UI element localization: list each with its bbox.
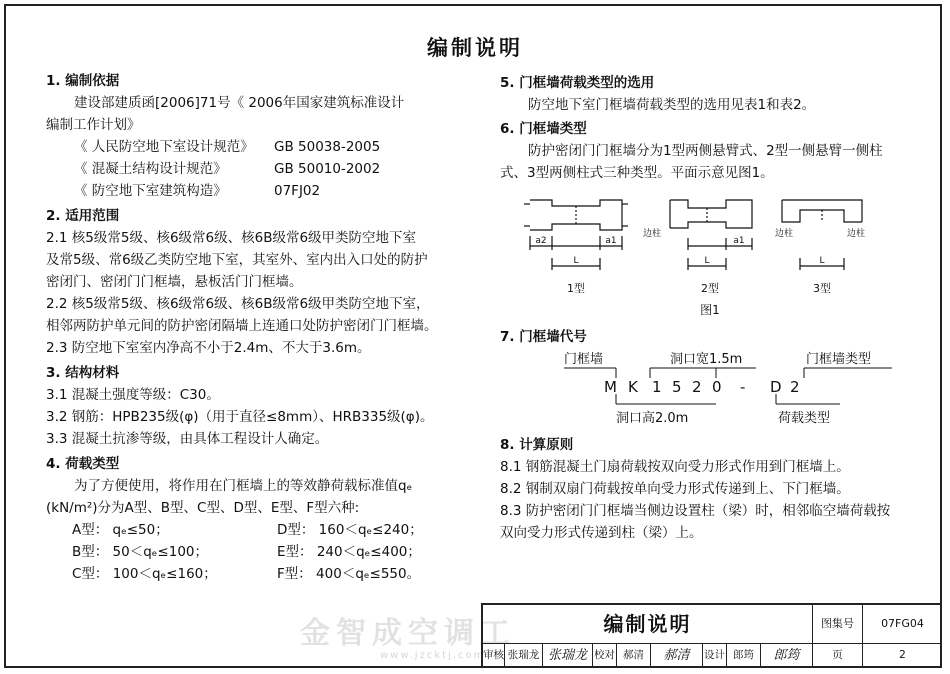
section-7-heading: 7. 门框墙代号 (500, 329, 587, 345)
s2-line: 相邻两防护单元间的防护密闭隔墙上连通口处防护密闭门门框墙。 (46, 318, 438, 334)
page-number: 2 (899, 649, 906, 661)
dim-L: L (704, 256, 710, 266)
checker-signature: 郝清 (651, 643, 703, 668)
section-4-heading: 4. 荷载类型 (46, 456, 120, 472)
check-label: 校对 (593, 643, 617, 668)
code-char: M (604, 378, 617, 396)
page-label: 页 (813, 643, 863, 668)
design-label: 设计 (703, 643, 727, 668)
ref-row (46, 158, 476, 180)
s1-line1: 建设部建质函[2006]71号《 2006年国家建筑标准设计 (74, 95, 405, 111)
designer-signature: 郎筠 (761, 643, 813, 668)
ref-row (46, 136, 476, 158)
s2-line: 及常5级、常6级乙类防空地下室，其室外、室内出入口处的防护 (46, 252, 428, 268)
ref-code: GB 50010-2002 (274, 161, 381, 177)
s8-line: 双向受力形式传递到柱（梁）上。 (500, 525, 703, 541)
dim-a1: a1 (605, 236, 617, 246)
type1-label: 1型 (567, 282, 585, 295)
edge-col-label: 边柱 (642, 229, 662, 239)
section-2-heading: 2. 适用范围 (46, 208, 120, 224)
ref-row (46, 180, 476, 202)
s4-line2: (kN/m²)分为A型、B型、C型、D型、E型、F型六种: (46, 500, 360, 516)
label-width: 洞口宽1.5m (670, 352, 743, 367)
section-5-heading: 5. 门框墙荷载类型的选用 (500, 75, 655, 91)
page-title: 编制说明 (427, 36, 523, 60)
review-label: 审核 (483, 643, 505, 668)
label-load: 荷载类型 (778, 411, 831, 426)
s2-line: 2.1 核5级常5级、核6级常6级、核6B级常6级甲类防空地下室 (46, 230, 417, 246)
left-column (46, 70, 476, 585)
s2-line: 2.3 防空地下室室内净高不小于2.4m、不大于3.6m。 (46, 340, 371, 356)
s8-line: 8.2 钢制双扇门荷载按单向受力形式传递到上、下门框墙。 (500, 481, 850, 497)
code-diagram (500, 348, 940, 434)
watermark-url: www.jzcktj.com (380, 650, 486, 661)
s8-line: 8.3 防护密闭门门框墙当侧边设置柱（梁）时，相邻临空墙荷载按 (500, 503, 891, 519)
code-char: 1 (652, 378, 662, 396)
ref-name: 《 混凝土结构设计规范》 (74, 161, 227, 177)
title-block (481, 603, 942, 668)
dim-a2: a2 (535, 236, 547, 246)
checker-name: 郝清 (617, 643, 651, 668)
s3-line: 3.2 钢筋：HPB235级(φ)（用于直径≤8mm）、HRB335级(φ)。 (46, 409, 434, 425)
watermark: 金智成空调工 (300, 616, 516, 651)
atlas-number: 07FG04 (881, 617, 924, 630)
s2-line: 2.2 核5级常5级、核6级常6级、核6B级常6级甲类防空地下室， (46, 296, 430, 312)
right-column (500, 72, 940, 544)
code-char: 0 (712, 378, 722, 396)
ref-code: 07FJ02 (274, 183, 321, 199)
ref-code: GB 50038-2005 (274, 139, 381, 155)
load-type: C型： 100＜qₑ≤160； (72, 566, 217, 582)
dim-L: L (819, 256, 825, 266)
load-type: D型： 160＜qₑ≤240； (277, 522, 423, 538)
title-block-name: 编制说明 (483, 605, 813, 643)
label-height: 洞口高2.0m (616, 411, 689, 426)
s6-line2: 式、3型两侧柱式三种类型。平面示意见图1。 (500, 165, 774, 181)
edge-col-label: 边柱 (774, 229, 794, 239)
label-type: 门框墙类型 (806, 352, 872, 367)
section-1-heading: 1. 编制依据 (46, 73, 120, 89)
load-type: A型： qₑ≤50； (72, 522, 169, 538)
s3-line: 3.3 混凝土抗渗等级，由具体工程设计人确定。 (46, 431, 329, 447)
s2-line: 密闭门、密闭门门框墙，悬板活门门框墙。 (46, 274, 303, 290)
code-char: K (628, 378, 638, 396)
s4-line1: 为了方便使用，将作用在门框墙上的等效静荷载标准值qₑ (74, 478, 413, 494)
load-type: B型： 50＜qₑ≤100； (72, 544, 209, 560)
reviewer-signature: 张瑞龙 (543, 643, 593, 668)
section-8-heading: 8. 计算原则 (500, 437, 574, 453)
section-6-heading: 6. 门框墙类型 (500, 121, 587, 137)
reviewer-name: 张瑞龙 (505, 643, 543, 668)
s6-line1: 防护密闭门门框墙分为1型两侧悬臂式、2型一侧悬臂一侧柱 (528, 143, 883, 159)
s3-line: 3.1 混凝土强度等级：C30。 (46, 387, 220, 403)
dim-L: L (573, 256, 579, 266)
figure-caption: 图1 (700, 303, 720, 317)
s8-line: 8.1 钢筋混凝土门扇荷载按双向受力形式作用到门框墙上。 (500, 459, 850, 475)
code-char: D (770, 378, 782, 396)
atlas-label: 图集号 (813, 605, 863, 643)
ref-name: 《 防空地下室建筑构造》 (74, 183, 227, 199)
ref-name: 《 人民防空地下室设计规范》 (74, 139, 254, 155)
code-char: 5 (672, 378, 682, 396)
figure-1 (500, 188, 940, 326)
label-wall: 门框墙 (564, 352, 604, 367)
code-char: 2 (790, 378, 800, 396)
code-char: - (740, 378, 746, 396)
load-type: F型： 400＜qₑ≤550。 (277, 566, 421, 582)
code-char: 2 (692, 378, 702, 396)
load-type-grid (46, 519, 476, 585)
type2-diagram (670, 200, 752, 270)
type3-label: 3型 (813, 282, 831, 295)
type2-label: 2型 (701, 282, 719, 295)
s5-line: 防空地下室门框墙荷载类型的选用见表1和表2。 (528, 97, 816, 113)
section-3-heading: 3. 结构材料 (46, 365, 120, 381)
designer-name: 郎筠 (727, 643, 761, 668)
dim-a1: a1 (733, 236, 745, 246)
s1-line2: 编制工作计划》 (46, 117, 141, 133)
edge-col-label: 边柱 (846, 229, 866, 239)
load-type: E型： 240＜qₑ≤400； (277, 544, 421, 560)
